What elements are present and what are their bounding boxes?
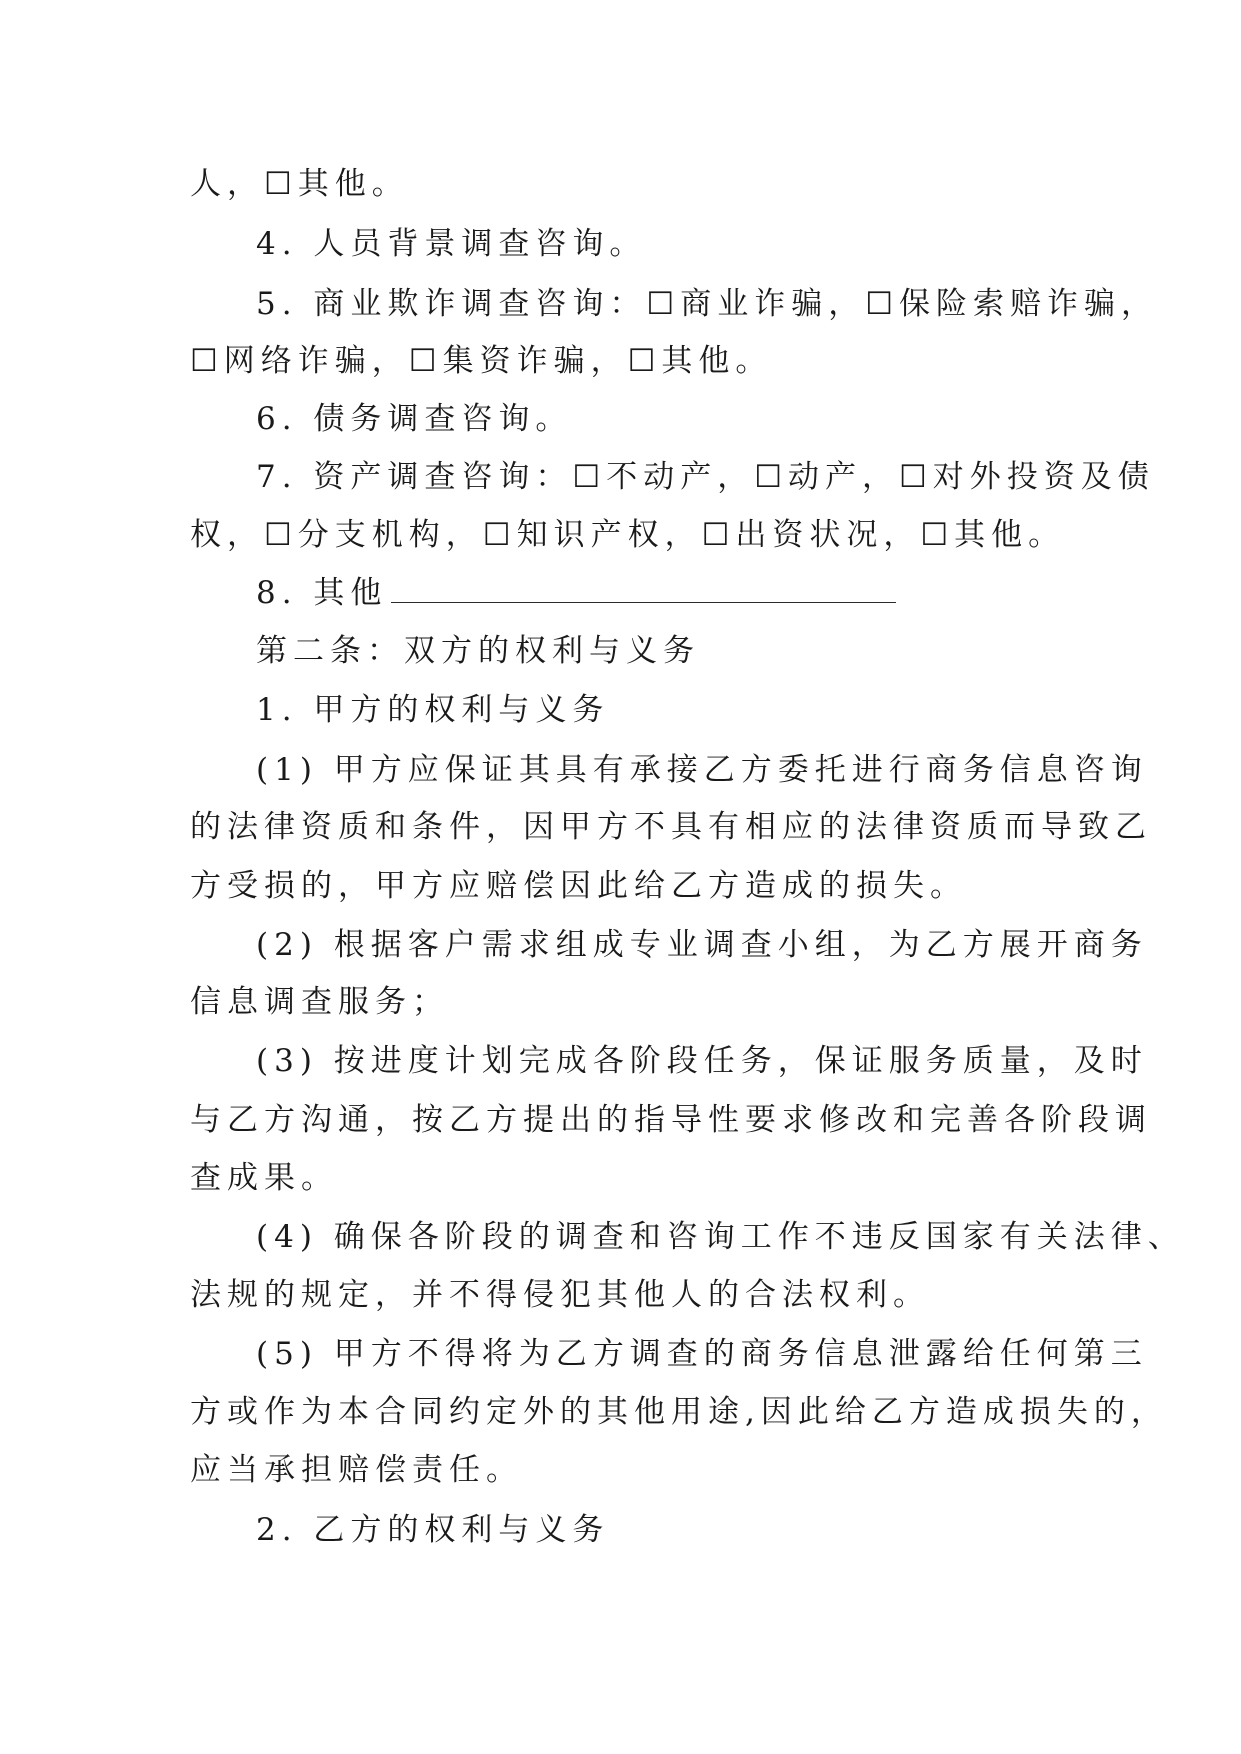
- text-line-19: (4) 确保各阶段的调查和咨询工作不违反国家有关法律、: [256, 1219, 1185, 1255]
- text-line-5: 6. 债务调查咨询。: [256, 401, 573, 437]
- text-line-18: 查成果。: [190, 1160, 338, 1196]
- text-line-16: (3) 按进度计划完成各阶段任务，保证服务质量，及时: [256, 1043, 1148, 1079]
- text-line-20: 法规的规定，并不得侵犯其他人的合法权利。: [190, 1277, 930, 1313]
- text-line-13: 方受损的，甲方应赔偿因此给乙方造成的损失。: [190, 868, 967, 904]
- fill-in-blank: [391, 574, 896, 603]
- text-line-4: ☐网络诈骗，☐集资诈骗，☐其他。: [190, 343, 773, 379]
- text-line-1: 人，☐其他。: [190, 166, 409, 202]
- text-line-14: (2) 根据客户需求组成专业调查小组，为乙方展开商务: [256, 927, 1148, 963]
- section-heading: 第二条：双方的权利与义务: [256, 633, 700, 669]
- text-line-22: 方或作为本合同约定外的其他用途,因此给乙方造成损失的，: [190, 1394, 1168, 1430]
- other-label: 8. 其他: [256, 575, 388, 611]
- text-line-12: 的法律资质和条件，因甲方不具有相应的法律资质而导致乙: [190, 809, 1152, 845]
- text-line-2: 4. 人员背景调查咨询。: [256, 226, 647, 262]
- text-line-7: 权，☐分支机构，☐知识产权，☐出资状况，☐其他。: [190, 517, 1066, 553]
- text-line-6: 7. 资产调查咨询：☐不动产，☐动产，☐对外投资及债: [256, 459, 1155, 495]
- text-line-8: [256, 573, 896, 613]
- text-line-15: 信息调查服务；: [190, 984, 449, 1020]
- text-line-21: (5) 甲方不得将为乙方调查的商务信息泄露给任何第三: [256, 1336, 1148, 1372]
- subsection-heading-2: 2. 乙方的权利与义务: [256, 1512, 610, 1548]
- text-line-17: 与乙方沟通，按乙方提出的指导性要求修改和完善各阶段调: [190, 1102, 1152, 1138]
- text-line-23: 应当承担赔偿责任。: [190, 1452, 523, 1488]
- text-line-11: (1) 甲方应保证其具有承接乙方委托进行商务信息咨询: [256, 752, 1148, 788]
- text-line-3: 5. 商业欺诈调查咨询：☐商业诈骗，☐保险索赔诈骗，: [256, 286, 1159, 322]
- subsection-heading-1: 1. 甲方的权利与义务: [256, 692, 610, 728]
